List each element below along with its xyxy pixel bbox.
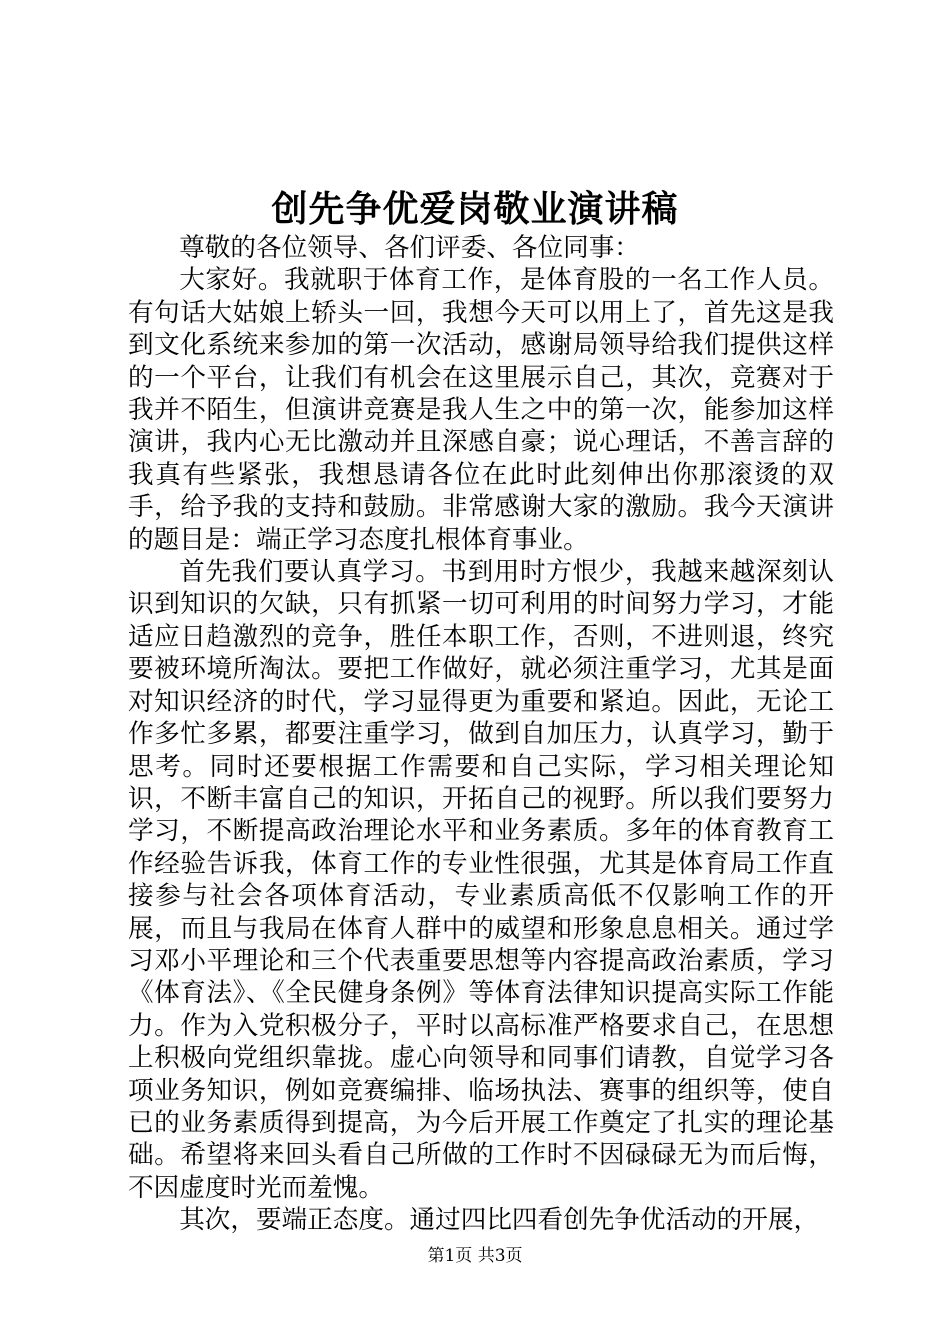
body-paragraph: 首先我们要认真学习。书到用时方恨少，我越来越深刻认识到知识的欠缺，只有抓紧一切可利用的时间努力学习，才能适应日趋激烈的竞争，胜任本职工作，否则，不进则退，终究要被环境所淘汰。要把工作做好，就必须注重学习，尤其是面对知识经济的时代，学习显得更为重要和紧迫。因此，无论工作多忙多累，都要注重学习，做到自加压力，认真学习，勤于思考。同时还要根据工作需要和自己实际，学习相关理论知识，不断丰富自己的知识，开拓自己的视野。所以我们要努力学习，不断提高政治理论水平和业务素质。多年的体育教育工作经验告诉我，体育工作的专业性很强，尤其是体育局工作直接参与社会各项体育活动，专业素质高低不仅影响工作的开展，而且与我局在体育人群中的威望和形象息息相关。通过学习邓小平理论和三个代表重要思想等内容提高政治素质，学习《体育法》、《全民健身条例》等体育法律知识提高实际工作能力。作为入党积极分子，平时以高标准严格要求自己，在思想上积极向党组织靠拢。虚心向领导和同事们请教，自觉学习各项业务知识，例如竞赛编排、临场执法、赛事的组织等，使自已的业务素质得到提高，为今后开展工作奠定了扎实的理论基础。希望将来回头看自己所做的工作时不因碌碌无为而后悔，不因虚度时光而羞愧。 — [128, 557, 834, 1203]
page-number-footer: 第1页 共3页 — [427, 1246, 523, 1266]
body-paragraph: 大家好。我就职于体育工作，是体育股的一名工作人员。有句话大姑娘上轿头一回，我想今天可以用上了，首先这是我到文化系统来参加的第一次活动，感谢局领导给我们提供这样的一个平台，让我们有机会在这里展示自己，其次，竞赛对于我并不陌生，但演讲竞赛是我人生之中的第一次，能参加这样演讲，我内心无比激动并且深感自豪；说心理话，不善言辞的我真有些紧张，我想恳请各位在此时此刻伸出你那滚烫的双手，给予我的支持和鼓励。非常感谢大家的激励。我今天演讲的题目是：端正学习态度扎根体育事业。 — [128, 265, 834, 555]
salutation-paragraph: 尊敬的各位领导、各们评委、各位同事： — [179, 233, 640, 263]
body-paragraph: 其次，要端正态度。通过四比四看创先争优活动的开展， — [179, 1205, 820, 1236]
document-title: 创先争优爱岗敬业演讲稿 — [271, 188, 679, 230]
document-body — [128, 232, 834, 1237]
